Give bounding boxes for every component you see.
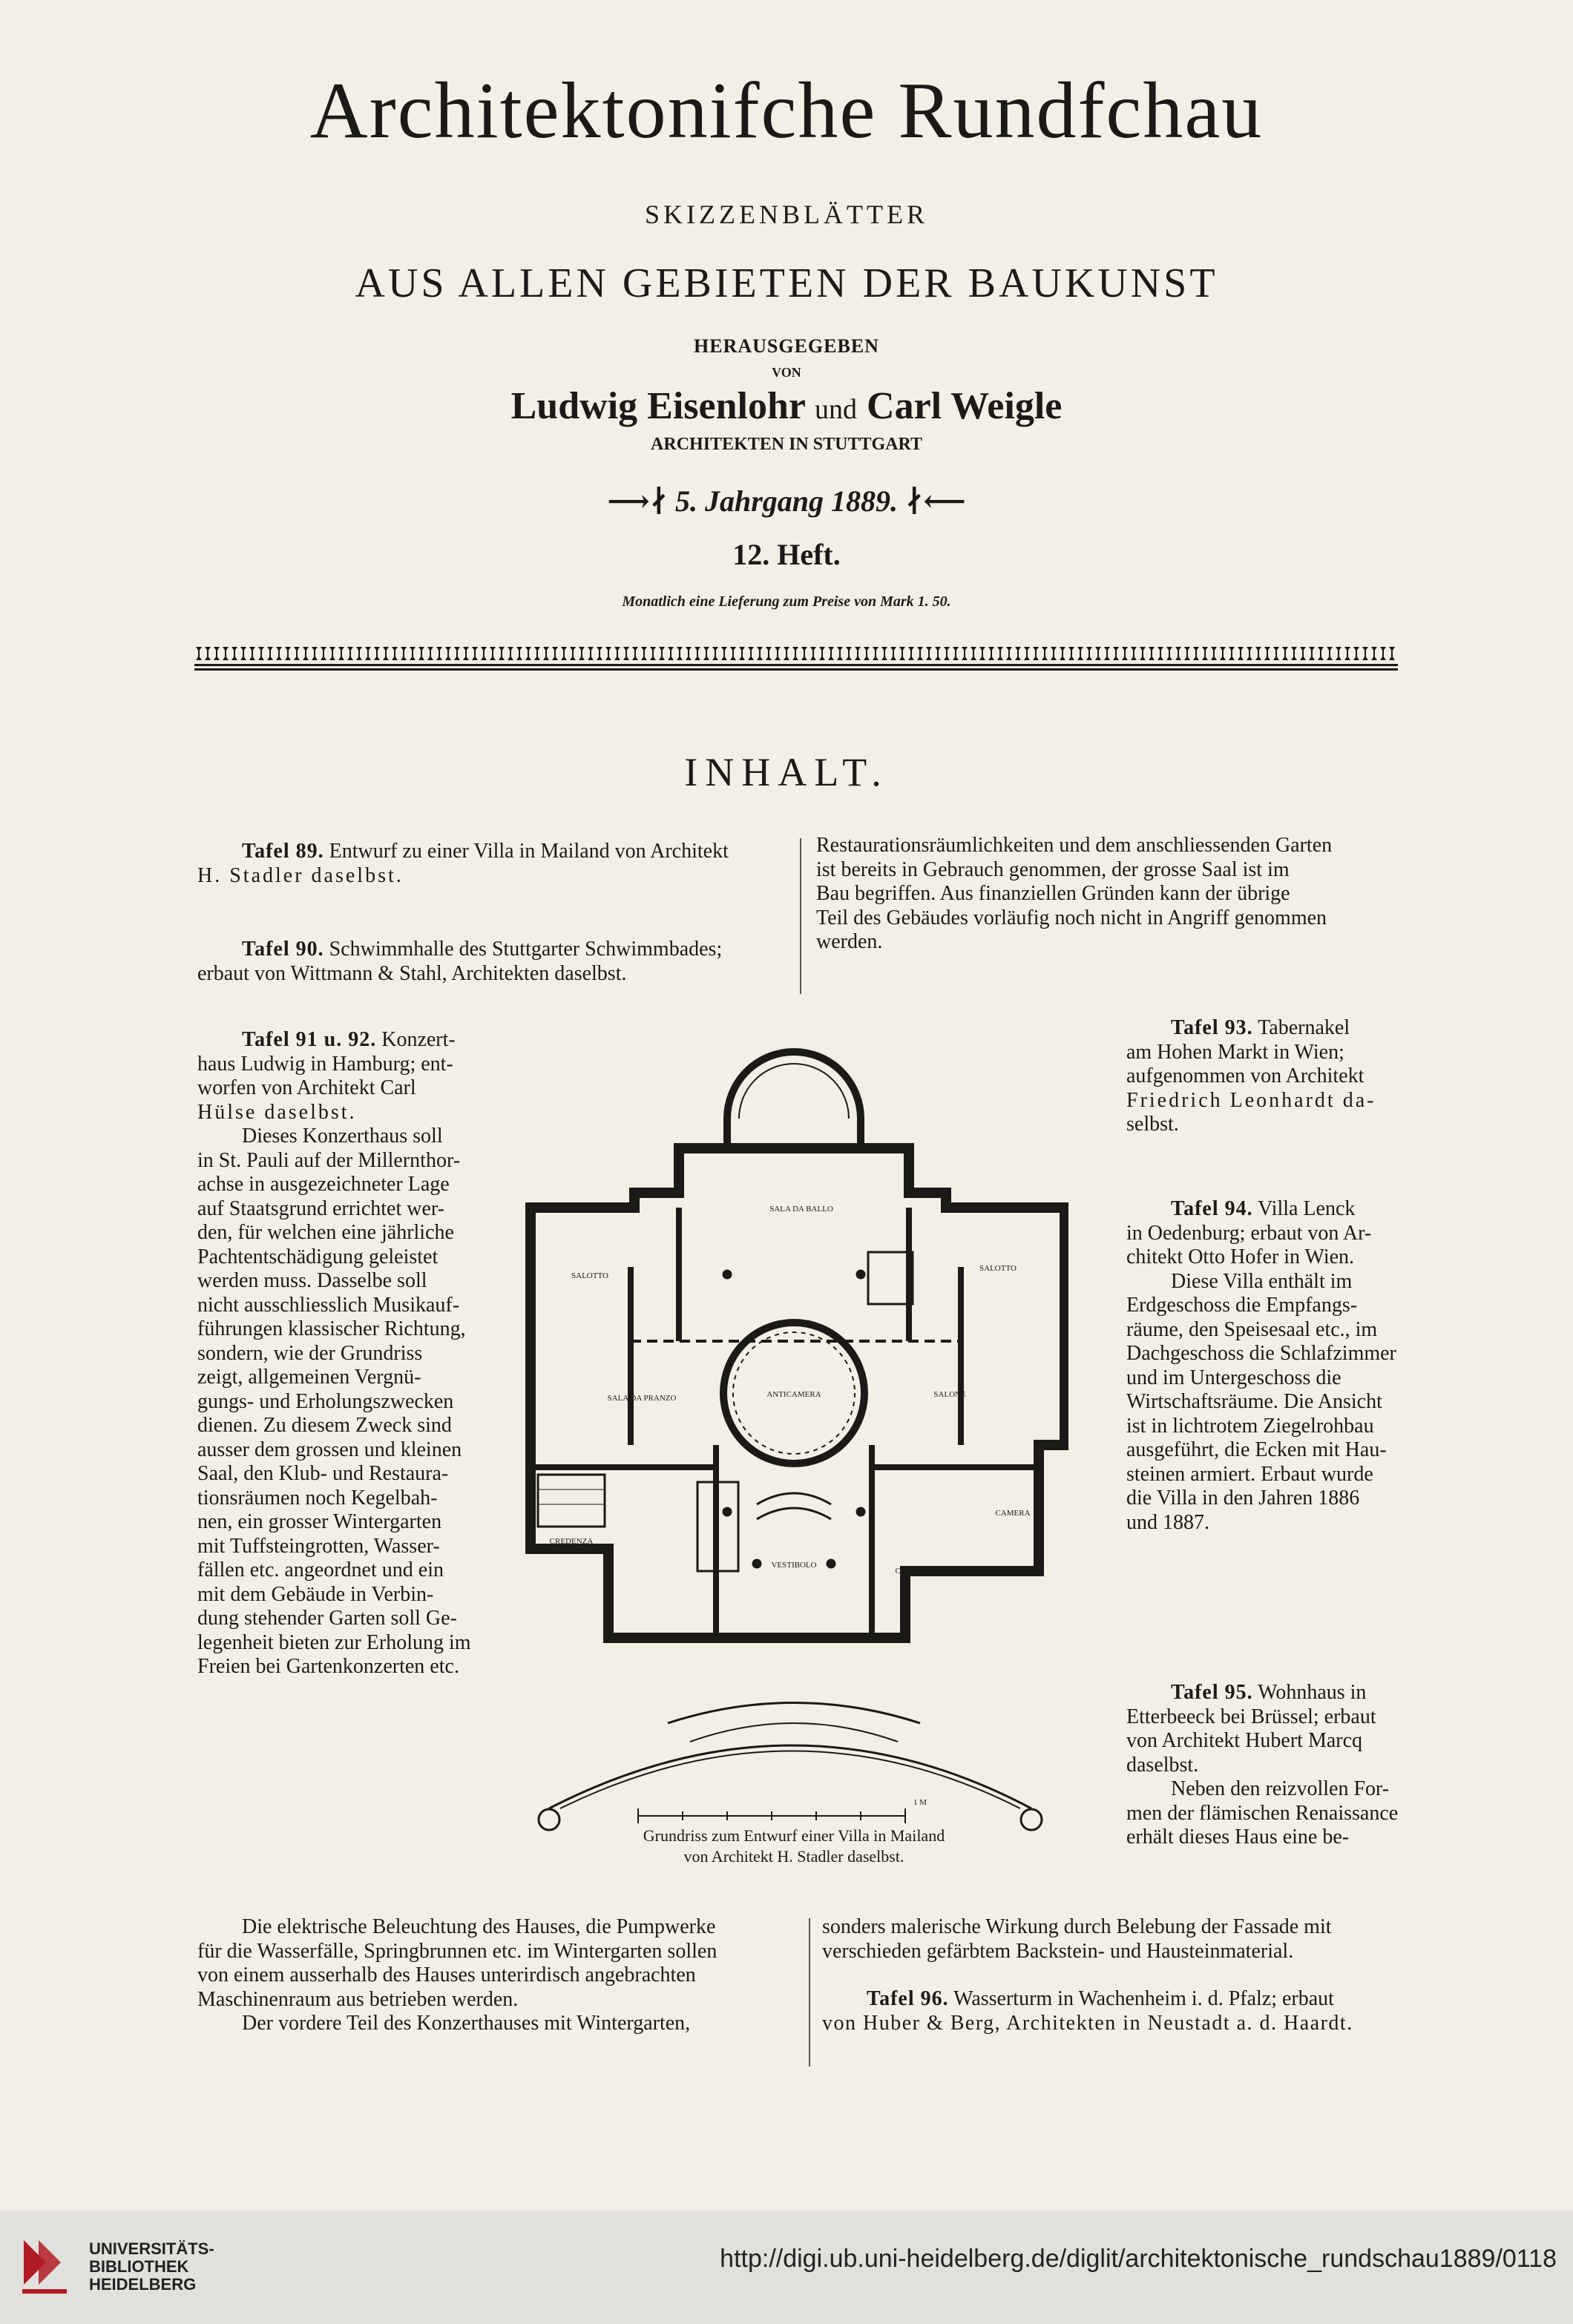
left-mid-line: Hülse daselbst. [197, 1100, 357, 1124]
right-mid-line: und 1887. [1126, 1510, 1209, 1534]
left-mid-line: in St. Pauli auf der Millernthor- [197, 1148, 461, 1172]
right-mid-line: Dachgeschoss die Schlafzimmer [1126, 1342, 1396, 1365]
room-label: SALOTTO [571, 1271, 608, 1280]
left-bottom-line: für die Wasserfälle, Springbrunnen etc. im Wintergarten sollen [197, 1939, 717, 1963]
left-mid-line: ausser dem grossen und kleinen [197, 1438, 462, 1461]
tafel-90-line-2: erbaut von Wittmann & Stahl, Architekten daselbst. [197, 961, 627, 985]
right-top-line: Bau begriffen. Aus finanziellen Gründen kann der übrige [816, 882, 1290, 905]
right-top-line: werden. [816, 930, 883, 953]
ornament-right-icon: ∤⟵ [898, 484, 966, 518]
entry-tafel-89 [197, 840, 784, 888]
right-mid-line: Friedrich Leonhardt da- [1126, 1088, 1376, 1112]
ornamental-border [194, 644, 1398, 672]
right-bottom-line: sonders malerische Wirkung durch Belebung der Fassade mit [822, 1915, 1332, 1938]
left-mid-line: dienen. Zu diesem Zweck sind [197, 1414, 452, 1437]
university-library-logo-icon [16, 2233, 76, 2300]
room-label: CAMERA [995, 1509, 1031, 1518]
left-mid-line: führungen klassischer Richtung, [197, 1317, 466, 1340]
right-mid-line: Etterbeeck bei Brüssel; erbaut [1126, 1705, 1376, 1728]
library-line-3: HEIDELBERG [89, 2275, 197, 2294]
left-mid-line: den, für welchen eine jährliche [197, 1221, 454, 1244]
left-mid-line: mit dem Gebäude in Verbin- [197, 1582, 434, 1606]
right-mid-line: erhält dieses Haus eine be- [1126, 1826, 1350, 1849]
right-top-line: Teil des Gebäudes vorläufig noch nicht in Angriff genommen [816, 906, 1327, 929]
right-mid-line: am Hohen Markt in Wien; [1126, 1040, 1344, 1064]
room-label: VESTIBOLO [771, 1561, 817, 1570]
left-mid-line: nicht ausschliesslich Musikauf- [197, 1293, 460, 1317]
room-label: SALONE [933, 1390, 966, 1399]
entry-tafel-91-92 [197, 1028, 494, 1679]
right-mid-line: chitekt Otto Hofer in Wien. [1126, 1245, 1355, 1268]
tafel-91-first: Konzert- [381, 1028, 456, 1051]
plan-caption-line-1: Grundriss zum Entwurf einer Villa in Mailand [643, 1826, 945, 1845]
right-mid-line: in Oedenburg; erbaut von Ar- [1126, 1221, 1372, 1245]
source-url-link[interactable]: http://digi.ub.uni-heidelberg.de/diglit/architektonische_rundschau1889/0118 [720, 2245, 1557, 2273]
left-bottom-line: Die elektrische Beleuchtung des Hauses, die Pumpwerke [242, 1915, 716, 1938]
right-top-line: ist bereits in Gebrauch genommen, der grosse Saal ist im [816, 857, 1290, 881]
right-mid-line: ausgeführt, die Ecken mit Hau- [1126, 1438, 1387, 1461]
right-mid-line: aufgenommen von Architekt [1126, 1064, 1365, 1087]
left-mid-line: Dieses Konzerthaus soll [242, 1125, 443, 1148]
subtitle-skizzenblaetter: SKIZZENBLÄTTER [645, 200, 928, 229]
left-mid-line: dung stehender Garten soll Ge- [197, 1607, 457, 1630]
von-label: VON [772, 365, 801, 380]
tafel-93-label: Tafel 93. [1171, 1016, 1253, 1039]
room-label: SALA DA PRANZO [607, 1394, 677, 1403]
entry-tafel-90 [197, 938, 784, 986]
right-mid-line: steinen armiert. Erbaut wurde [1126, 1462, 1373, 1486]
tafel-91-label: Tafel 91 u. 92. [242, 1028, 377, 1051]
tafel-93-first: Tabernakel [1258, 1016, 1350, 1039]
right-mid-line: selbst. [1126, 1113, 1179, 1136]
heft-line: 12. Heft. [732, 538, 841, 571]
page-title: Architektonifche Rundfchau [309, 67, 1264, 155]
scale-label: 1 M [913, 1798, 927, 1807]
right-mid-line: ist in lichtrotem Ziegelrohbau [1126, 1414, 1374, 1438]
tafel-95-label: Tafel 95. [1171, 1681, 1253, 1704]
tafel-94-label: Tafel 94. [1171, 1197, 1253, 1220]
subtitle-gebiete: AUS ALLEN GEBIETEN DER BAUKUNST [355, 260, 1218, 306]
jahrgang-text: 5. Jahrgang 1889. [674, 484, 899, 518]
left-mid-line: sondern, wie der Grundriss [197, 1341, 423, 1365]
left-mid-line: haus Ludwig in Hamburg; ent- [197, 1052, 453, 1076]
tafel-89-line-2: H. Stadler daselbst. [197, 863, 404, 887]
entry-continuation-top [816, 834, 1402, 955]
und-word: und [815, 394, 858, 425]
left-mid-line: Pachtentschädigung geleistet [197, 1245, 439, 1268]
jahrgang-line [0, 484, 1573, 519]
left-bottom-line: Der vordere Teil des Konzerthauses mit Wintergarten, [242, 2012, 691, 2035]
left-mid-line: Saal, den Klub- und Restaura- [197, 1462, 449, 1485]
section-heading-inhalt: INHALT. [684, 750, 889, 794]
column-rule-bottom [809, 1918, 810, 2067]
right-mid-line: daselbst. [1126, 1753, 1199, 1777]
room-label: CREDENZA [549, 1537, 594, 1546]
price-line: Monatlich eine Lieferung zum Preise von Mark 1. 50. [622, 593, 951, 610]
right-mid-line: räume, den Speisesaal etc., im [1126, 1317, 1378, 1341]
plan-caption-line-2: von Architekt H. Stadler daselbst. [683, 1847, 904, 1866]
editors-line [0, 384, 1573, 428]
tafel-90-line-1: Schwimmhalle des Stuttgarter Schwimmbades; [329, 938, 723, 961]
tafel-94-first: Villa Lenck [1258, 1197, 1356, 1220]
ornament-left-icon: ⟶∤ [607, 484, 675, 518]
tafel-96-line-1: Wasserturm in Wachenheim i. d. Pfalz; erbaut [953, 1987, 1334, 2010]
tafel-95-first: Wohnhaus in [1258, 1681, 1367, 1704]
entry-tafel-94 [1126, 1197, 1408, 1535]
left-mid-line: auf Staatsgrund errichtet wer- [197, 1196, 444, 1220]
right-mid-line: von Architekt Hubert Marcq [1126, 1729, 1363, 1752]
room-label: SALA DA BALLO [769, 1205, 833, 1214]
right-mid-line: Neben den reizvollen For- [1171, 1777, 1390, 1800]
right-mid-line: men der flämischen Renaissance [1126, 1801, 1399, 1825]
right-mid-line: Wirtschaftsräume. Die Ansicht [1126, 1390, 1382, 1413]
left-mid-line: legenheit bieten zur Erholung im [197, 1630, 471, 1654]
left-bottom-line: von einem ausserhalb des Hauses unterirdisch angebrachten [197, 1963, 696, 1986]
tafel-90-label: Tafel 90. [242, 938, 324, 961]
library-line-2: BIBLIOTHEK [89, 2257, 189, 2276]
library-name [89, 2240, 214, 2294]
room-label: ANTICAMERA [766, 1390, 821, 1399]
left-mid-line: nen, ein grosser Wintergarten [197, 1510, 442, 1533]
right-mid-line: und im Untergeschoss die [1126, 1366, 1342, 1389]
left-mid-line: fällen etc. angeordnet und ein [197, 1558, 444, 1581]
column-rule-top [800, 838, 801, 994]
left-mid-line: tionsräumen noch Kegelbah- [197, 1486, 438, 1510]
floor-plan-villa-mailand [519, 1030, 1068, 1883]
entry-tafel-95 [1126, 1681, 1408, 1850]
room-label: SALOTTO [979, 1264, 1017, 1273]
left-mid-line: gungs- und Erholungszwecken [197, 1389, 454, 1413]
right-bottom-line: verschieden gefärbtem Backstein- und Hausteinmaterial. [822, 1939, 1294, 1963]
tafel-89-line-1: Entwurf zu einer Villa in Mailand von Architekt [329, 840, 729, 863]
library-line-1: UNIVERSITÄTS- [89, 2239, 214, 2258]
left-mid-line: mit Tuffsteingrotten, Wasser- [197, 1534, 440, 1558]
herausgegeben-label: HERAUSGEGEBEN [694, 335, 879, 357]
left-mid-line: Freien bei Gartenkonzerten etc. [197, 1655, 459, 1678]
editor-2: Carl Weigle [867, 385, 1063, 427]
tafel-89-label: Tafel 89. [242, 840, 324, 863]
right-mid-line: Diese Villa enthält im [1171, 1269, 1353, 1293]
architects-line: ARCHITEKTEN IN STUTTGART [651, 435, 922, 454]
tafel-96-label: Tafel 96. [867, 1987, 949, 2010]
editor-1: Ludwig Eisenlohr [510, 385, 806, 427]
room-label: CAMERA [895, 1567, 930, 1576]
left-mid-line: werden muss. Dasselbe soll [197, 1269, 427, 1292]
left-bottom-line: Maschinenraum aus betrieben werden. [197, 1987, 519, 2011]
entry-tafel-93 [1126, 1016, 1408, 1137]
right-mid-line: die Villa in den Jahren 1886 [1126, 1487, 1360, 1510]
left-mid-line: worfen von Architekt Carl [197, 1076, 416, 1099]
entry-konzerthaus-continued [197, 1915, 791, 2036]
entry-tafel-96 [822, 1915, 1410, 2035]
tafel-96-line-2: von Huber & Berg, Architekten in Neustadt a. d. Haardt. [822, 2011, 1353, 2035]
right-top-line: Restaurationsräumlichkeiten und dem anschliessenden Garten [816, 834, 1333, 857]
left-mid-line: achse in ausgezeichneter Lage [197, 1173, 450, 1196]
right-mid-line: Erdgeschoss die Empfangs- [1126, 1294, 1358, 1317]
left-mid-line: zeigt, allgemeinen Vergnü- [197, 1366, 421, 1389]
